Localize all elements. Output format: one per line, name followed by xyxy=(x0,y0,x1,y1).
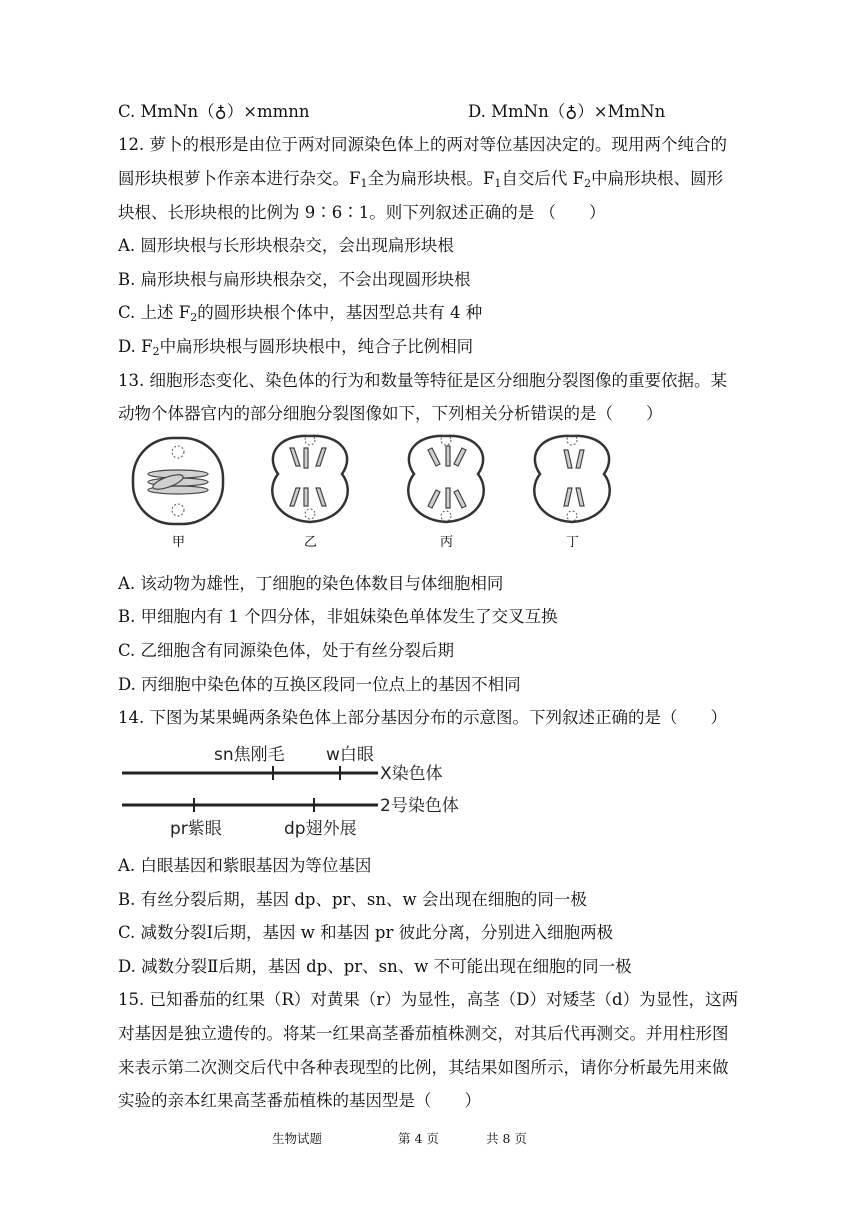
q11-option-c: C. MmNn（♁）×mmnn xyxy=(118,102,310,121)
q13-stem-line2: 动物个体器官内的部分细胞分裂图像如下，下列相关分析错误的是（ ） xyxy=(118,404,663,423)
q11-option-d: D. MmNn（♁）×MmNn xyxy=(468,102,666,121)
gene-sn-label: sn焦刚毛 xyxy=(214,745,285,765)
q14-option-c: C. 减数分裂Ⅰ后期，基因 w 和基因 pr 彼此分离，分别进入细胞两极 xyxy=(118,923,614,942)
q13-option-a: A. 该动物为雄性，丁细胞的染色体数目与体细胞相同 xyxy=(118,574,504,593)
q15-stem-line2: 对基因是独立遗传的。将某一红果高茎番茄植株测交，对其后代再测交。并用柱形图 xyxy=(118,1024,729,1043)
q12-stem-line2: 圆形块根萝卜作亲本进行杂交。$F_1$全为扁形块根。$F_1$自交后代 $F_2$中扁形块根、圆形 xyxy=(118,169,724,190)
cell-yi xyxy=(272,435,347,550)
cell-jia xyxy=(133,438,223,550)
q12-option-a: A. 圆形块根与长形块根杂交，会出现扁形块根 xyxy=(118,236,454,255)
q14-option-a: A. 白眼基因和紫眼基因为等位基因 xyxy=(118,856,372,875)
q12-stem-line3: 块根、长形块根的比例为 9∶6∶1。则下列叙述正确的是 （ ） xyxy=(118,203,606,222)
q15-stem-line1: 15. 已知番茄的红果（R）对黄果（r）为显性，高茎（D）对矮茎（d）为显性，这两 xyxy=(118,990,739,1009)
cell-label-yi: 乙 xyxy=(304,535,318,550)
gene-dp-label: dp翅外展 xyxy=(284,819,357,839)
q15-stem-line4: 实验的亲本红果高茎番茄植株的基因型是（ ） xyxy=(118,1091,481,1110)
q12-option-c: C. 上述 $F_2$的圆形块根个体中，基因型总共有 4 种 xyxy=(118,303,483,324)
cell-division-figure xyxy=(118,428,638,556)
cell-label-bing: 丙 xyxy=(440,535,454,550)
footer-total-pages: 共 8 页 xyxy=(486,1131,527,1146)
gene-w-label: w白眼 xyxy=(326,745,374,765)
chromosome-2-label: 2号染色体 xyxy=(380,796,459,816)
q14-option-b: B. 有丝分裂后期，基因 dp、pr、sn、w 会出现在细胞的同一极 xyxy=(118,890,587,909)
gene-pr-label: pr紫眼 xyxy=(170,819,222,839)
cell-label-ding: 丁 xyxy=(566,535,580,550)
cell-label-jia: 甲 xyxy=(172,535,186,550)
q12-option-d: D. $F_2$中扁形块根与圆形块根中，纯合子比例相同 xyxy=(118,337,474,358)
q14-option-d: D. 减数分裂Ⅱ后期，基因 dp、pr、sn、w 不可能出现在细胞的同一极 xyxy=(118,957,632,976)
q12-stem-line1: 12. 萝卜的根形是由位于两对同源染色体上的两对等位基因决定的。现用两个纯合的 xyxy=(118,135,727,154)
q13-option-b: B. 甲细胞内有 1 个四分体，非姐妹染色单体发生了交叉互换 xyxy=(118,607,558,626)
footer-page-number: 第 4 页 xyxy=(398,1131,439,1146)
q13-option-d: D. 丙细胞中染色体的互换区段同一位点上的基因不相同 xyxy=(118,675,521,694)
q13-option-c: C. 乙细胞含有同源染色体，处于有丝分裂后期 xyxy=(118,641,455,660)
q12-option-b: B. 扁形块根与扁形块根杂交，不会出现圆形块根 xyxy=(118,270,471,289)
chromosome-gene-diagram xyxy=(118,738,498,846)
cell-bing xyxy=(408,435,483,550)
x-chromosome-label: X染色体 xyxy=(380,764,443,784)
cell-ding xyxy=(534,435,609,550)
footer-subject: 生物试题 xyxy=(272,1131,323,1146)
q13-stem-line1: 13. 细胞形态变化、染色体的行为和数量等特征是区分细胞分裂图像的重要依据。某 xyxy=(118,371,727,390)
q14-stem: 14. 下图为某果蝇两条染色体上部分基因分布的示意图。下列叙述正确的是（ ） xyxy=(118,708,727,727)
q15-stem-line3: 来表示第二次测交后代中各种表现型的比例，其结果如图所示，请你分析最先用来做 xyxy=(118,1058,729,1077)
